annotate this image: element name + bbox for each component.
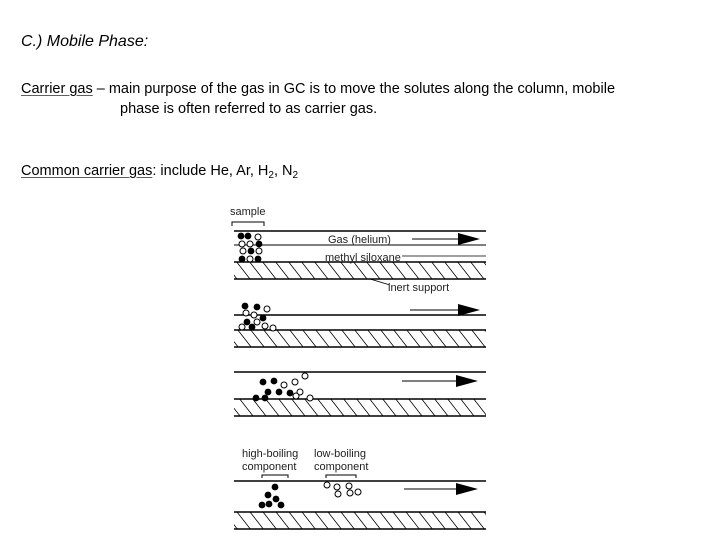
carrier-gas-line-2: phase is often referred to as carrier gas. [120, 101, 378, 117]
sample-molecules-3 [253, 373, 313, 401]
common-carrier-gas-term: Common carrier gas [21, 163, 153, 179]
high-boiling-label-1: high-boiling [242, 448, 299, 460]
carrier-gas-term: Carrier gas [21, 81, 93, 97]
common-colon: : [152, 163, 161, 179]
low-boiling-bracket [326, 475, 356, 478]
sample-bracket [232, 222, 264, 226]
carrier-gas-dash: – [92, 81, 109, 97]
flow-arrow [402, 375, 478, 387]
flow-arrow [412, 233, 480, 245]
low-boiling-label-1: low-boiling [314, 448, 366, 460]
low-boiling-molecules [324, 482, 361, 497]
common-text: include He, Ar, H [160, 163, 269, 179]
gas-label: Gas (helium) [328, 234, 391, 246]
high-boiling-molecules [259, 484, 285, 509]
flow-arrow [404, 483, 478, 495]
flow-arrow [410, 304, 480, 316]
sample-molecules-2 [239, 303, 276, 331]
page-title: C.) Mobile Phase: [21, 33, 149, 50]
column-panel-4 [234, 448, 486, 529]
common-sep: , N [273, 163, 293, 179]
sample-label: sample [230, 206, 266, 218]
inert-support-label: inert support [388, 282, 450, 294]
column-panel-1 [230, 206, 486, 294]
carrier-gas-line-1: main purpose of the gas in GC is to move the solutes along the column, mobile [108, 81, 616, 97]
high-boiling-bracket [262, 475, 288, 478]
h2-subscript: 2 [268, 170, 274, 181]
inert-support-hatch [234, 262, 486, 279]
high-boiling-label-2: component [242, 461, 297, 473]
stationary-phase-label: methyl siloxane [325, 252, 401, 264]
n2-subscript: 2 [292, 170, 299, 181]
column-panel-2 [234, 303, 486, 347]
column-panel-3 [234, 372, 486, 416]
low-boiling-label-2: component [314, 461, 369, 473]
